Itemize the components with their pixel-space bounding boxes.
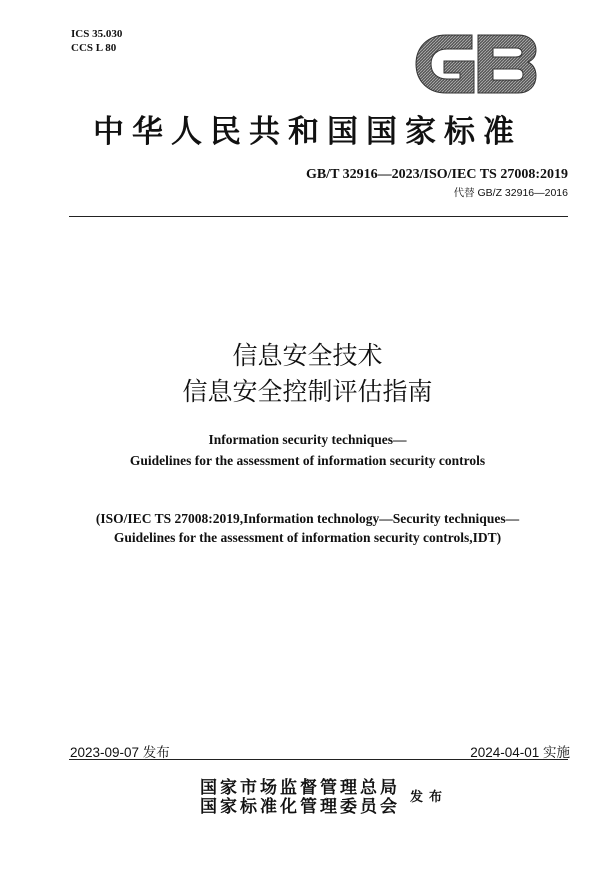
gb-logo: [414, 33, 538, 95]
cn-title-line1: 信息安全技术: [232, 341, 383, 370]
standard-type: 中华人民共和国国家标准: [93, 114, 522, 150]
en-title-line1: Information security techniques—: [208, 432, 407, 447]
en-title-line2: Guidelines for the assessment of information security controls: [129, 453, 486, 468]
adoption-line1: (ISO/IEC TS 27008:2019,Information technology—Security techniques—: [95, 511, 520, 526]
publish-label: 发布: [410, 790, 449, 805]
ics-code: ICS 35.030: [71, 28, 123, 40]
ccs-code: CCS L 80: [71, 42, 117, 54]
cn-title-line2: 信息安全控制评估指南: [182, 377, 433, 406]
issuer-line2: 国家标准化管理委员会: [200, 797, 400, 817]
replaces-note: 代替 GB/Z 32916—2016: [453, 187, 568, 199]
bottom-divider: [69, 759, 568, 760]
classification-codes: [71, 27, 122, 55]
top-divider: [69, 216, 568, 217]
issuer-line1: 国家市场监督管理总局: [200, 778, 400, 798]
implementation-date: 2024-04-01 实施: [470, 745, 570, 760]
issue-date: 2023-09-07 发布: [70, 745, 170, 760]
standard-number: GB/T 32916—2023/ISO/IEC TS 27008:2019: [305, 167, 568, 182]
adoption-line2: Guidelines for the assessment of information security controls,IDT): [113, 530, 502, 545]
